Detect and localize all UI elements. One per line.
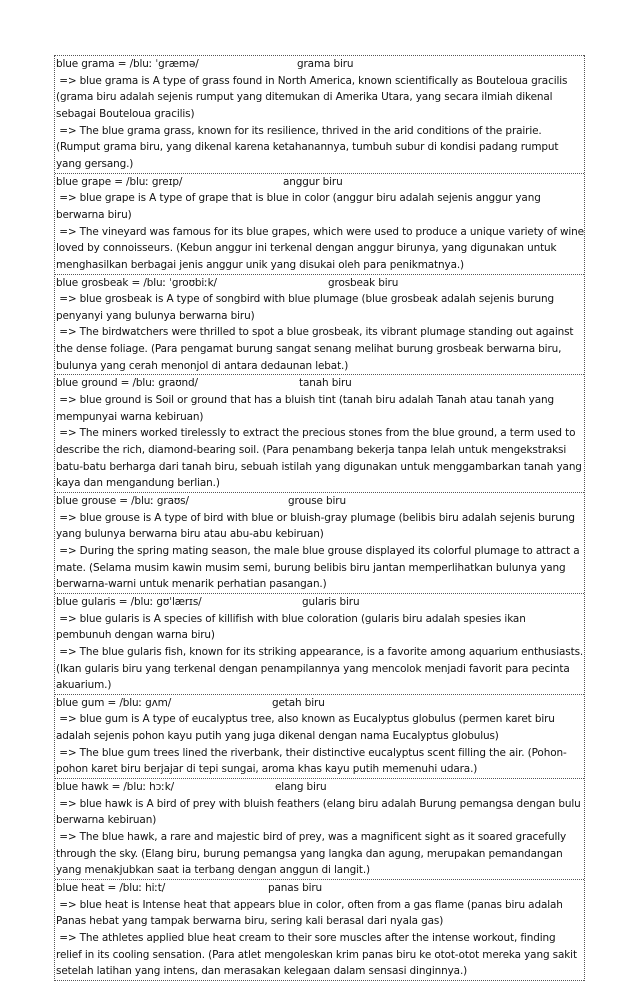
entry-blue-grama xyxy=(55,55,584,173)
entry-example: => The blue gularis fish, known for its striking appearance, is a favorite among aquarium enthusiasts. (Ikan gularis biru yang terkenal dengan penampilannya yang mencolok menjadi favorit para pecinta akuarium.) xyxy=(56,645,587,692)
entry-definition: => blue hawk is A bird of prey with bluish feathers (elang biru adalah Burung pemangsa dengan bulu berwarna kebiruan) xyxy=(56,797,584,827)
entry-example: => The blue hawk, a rare and majestic bird of prey, was a magnificent sight as it soared gracefully through the sky. (Elang biru, burung pemangsa yang langka dan agung, merupakan pemandangan yang menakjubkan saat ia terbang dengan anggun di langit.) xyxy=(56,831,570,877)
entry-blue-gularis xyxy=(55,593,587,694)
entry-definition: => blue gum is A type of eucalyptus tree, also known as Eucalyptus globulus (permen karet biru adalah sejenis pohon kayu putih yang juga dikenal dengan nama Eucalyptus globulus) xyxy=(56,713,559,743)
entry-definition: => blue grosbeak is A type of songbird with blue plumage (blue grosbeak adalah sejenis burung penyanyi yang bulunya berwarna biru) xyxy=(56,293,558,322)
entry-example: => The blue grama grass, known for its resilience, thrived in the arid conditions of the prairie. (Rumput grama biru, yang dikenal karena ketahanannya, tumbuh subur di kondisi padang rumput yang gersang.) xyxy=(56,124,562,170)
entry-blue-grosbeak xyxy=(55,274,584,375)
entry-head xyxy=(56,375,584,392)
entry-head xyxy=(56,174,584,191)
entry-term: blue hawk = /bluː hɔːk/ xyxy=(56,781,175,794)
entry-head xyxy=(56,275,584,292)
entry-head xyxy=(56,880,584,897)
entry-example: => The vineyard was famous for its blue grapes, which were used to produce a unique variety of wine loved by connoisseurs. (Kebun anggur ini terkenal dengan anggur birunya, yang digunakan untuk menghasilkan berbagai jenis anggur unik yang disukai oleh para penikmatnya.) xyxy=(56,225,588,271)
entry-translation: grosbeak biru xyxy=(328,276,399,289)
entry-example: => The miners worked tirelessly to extract the precious stones from the blue ground, a term used to describe the rich, diamond-bearing soil. (Para penambang bekerja tanpa lelah untuk mengekstraksi batu-batu berharga dari tanah biru, sebuah istilah yang digunakan untuk menggambarkan tanah yang kaya dan mengandung berlian.) xyxy=(56,427,586,490)
entry-definition: => blue heat is Intense heat that appears blue in color, often from a gas flame (panas biru adalah Panas hebat yang tampak berwarna biru, sering kali berasal dari nyala gas) xyxy=(56,898,566,928)
entry-blue-grape xyxy=(55,173,588,274)
entry-translation: elang biru xyxy=(275,781,327,794)
entry-term: blue ground = /bluː graʊnd/ xyxy=(56,377,198,390)
entry-translation: getah biru xyxy=(272,696,325,709)
entry-example: => The birdwatchers were thrilled to spot a blue grosbeak, its vibrant plumage standing out against the dense foliage. (Para pengamat burung sangat senang melihat burung grosbeak berwarna biru, bulunya yang cerah menonjol di antara dedaunan lebat.) xyxy=(56,326,577,372)
entry-head xyxy=(56,493,584,510)
entry-blue-ground xyxy=(55,374,584,492)
entry-blue-hawk xyxy=(55,778,584,879)
entry-definition: => blue grama is A type of grass found in North America, known scientifically as Bouteloua gracilis (grama biru adalah sejenis rumput yang ditemukan di Amerika Utara, yang secara ilmiah dikenal sebagai Bouteloua gracilis) xyxy=(56,74,571,120)
entry-translation: anggur biru xyxy=(283,175,343,188)
entry-head xyxy=(56,56,584,73)
entry-head xyxy=(56,779,584,796)
entry-term: blue grape = /bluː greɪp/ xyxy=(56,175,183,188)
entry-translation: grouse biru xyxy=(288,495,346,507)
entry-term: blue gum = /bluː gʌm/ xyxy=(56,696,172,709)
entry-blue-heat xyxy=(55,879,584,981)
entry-term: blue gularis = /bluː gʊˈlærɪs/ xyxy=(56,595,202,608)
entry-term: blue grouse = /bluː graʊs/ xyxy=(56,495,189,507)
entry-example: => The blue gum trees lined the riverbank, their distinctive eucalyptus scent filling the air. (Pohon-pohon karet biru berjajar di tepi sungai, aroma khas kayu putih memenuhi udara.) xyxy=(56,746,567,776)
entry-definition: => blue grouse is A type of bird with blue or bluish-gray plumage (belibis biru adalah sejenis burung yang bulunya berwarna biru atau abu-abu kebiruan) xyxy=(56,511,579,541)
entry-term: blue grama = /bluː ˈgræmə/ xyxy=(56,58,199,70)
entry-translation: gularis biru xyxy=(302,595,360,608)
entry-definition: => blue gularis is A species of killifish with blue coloration (gularis biru adalah spesies ikan pembunuh dengan warna biru) xyxy=(56,612,529,642)
entry-term: blue grosbeak = /bluː ˈgroʊbiːk/ xyxy=(56,276,217,289)
entry-head xyxy=(56,594,584,611)
entry-blue-grouse xyxy=(55,492,584,593)
entry-definition: => blue ground is Soil or ground that has a bluish tint (tanah biru adalah Tanah atau tanah yang mempunyai warna kebiruan) xyxy=(56,394,558,423)
entry-translation: grama biru xyxy=(297,58,354,70)
entry-example: => The athletes applied blue heat cream to their sore muscles after the intense workout, finding relief in its cooling sensation. (Para atlet mengoleskan krim panas biru ke otot-otot mereka yang sakit setelah latihan yang intens, dan merasakan kelegaan dalam sensasi dinginnya.) xyxy=(56,931,581,978)
entry-example: => During the spring mating season, the male blue grouse displayed its colorful plumage to attract a mate. (Selama musim kawin musim semi, burung belibis biru jantan memperlihatkan bulunya yang berwarna-warni untuk menarik perhatian pasangan.) xyxy=(56,544,583,591)
entry-definition: => blue grape is A type of grape that is blue in color (anggur biru adalah sejenis anggur yang berwarna biru) xyxy=(56,192,544,221)
entry-head xyxy=(56,695,584,712)
entry-term: blue heat = /bluː hiːt/ xyxy=(56,882,166,895)
glossary-table xyxy=(54,55,588,981)
entry-translation: panas biru xyxy=(268,882,323,895)
entry-blue-gum xyxy=(55,694,584,778)
entry-translation: tanah biru xyxy=(299,377,352,390)
